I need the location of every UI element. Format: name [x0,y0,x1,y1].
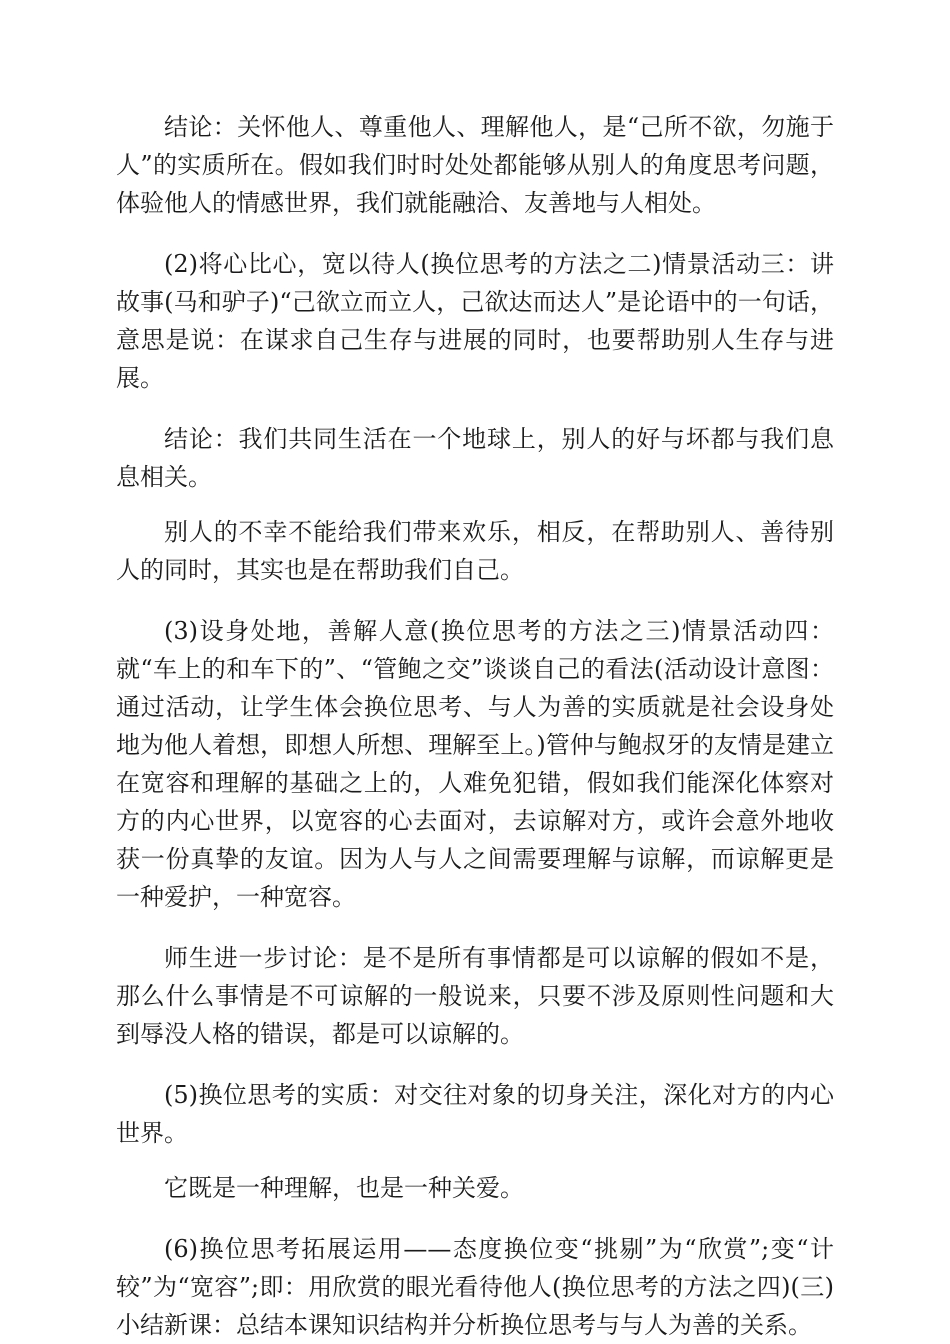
paragraph-essence: (5)换位思考的实质：对交往对象的切身关注，深化对方的内心世界。 [116,1081,834,1147]
paragraph-helping-others: 别人的不幸不能给我们带来欢乐，相反，在帮助别人、善待别人的同时，其实也是在帮助我们自己。 [116,518,834,584]
paragraph-method-three: (3)设身处地，善解人意(换位思考的方法之三)情景活动四：就“车上的和车下的”、“管鲍之交”谈谈自己的看法(活动设计意图：通过活动，让学生体会换位思考、与人为善的实质就是社会设身处地为他人着想，即想人所想、理解至上。)管仲与鲍叔牙的友情是建立在宽容和理解的基础之上的，人难免犯错，假如我们能深化体察对方的内心世界，以宽容的心去面对，去谅解对方，或许会意外地收获一份真挚的友谊。因为人与人之间需要理解与谅解，而谅解更是一种爱护，一种宽容。 [116,617,834,911]
paragraph-discussion: 师生进一步讨论：是不是所有事情都是可以谅解的假如不是，那么什么事情是不可谅解的一般说来，只要不涉及原则性问题和大到辱没人格的错误，都是可以谅解的。 [116,944,834,1048]
document-page [116,108,834,1344]
paragraph-understanding-care: 它既是一种理解，也是一种关爱。 [164,1174,524,1202]
paragraph-conclusion-empathy: 结论：关怀他人、尊重他人、理解他人，是“己所不欲，勿施于人”的实质所在。假如我们时时处处都能够从别人的角度思考问题，体验他人的情感世界，我们就能融洽、友善地与人相处。 [116,113,834,217]
paragraph-method-two: (2)将心比心，宽以待人(换位思考的方法之二)情景活动三：讲故事(马和驴子)“己欲立而立人，己欲达而达人”是论语中的一句话，意思是说：在谋求自己生存与进展的同时，也要帮助别人生存与进展。 [116,250,834,392]
paragraph-extension-summary: (6)换位思考拓展运用——态度换位变“挑剔”为“欣赏”;变“计较”为“宽容”;即：用欣赏的眼光看待他人(换位思考的方法之四)(三)小结新课：总结本课知识结构并分析换位思考与与人为善的关系。 [116,1235,834,1339]
paragraph-conclusion-earth: 结论：我们共同生活在一个地球上，别人的好与坏都与我们息息相关。 [116,425,834,491]
